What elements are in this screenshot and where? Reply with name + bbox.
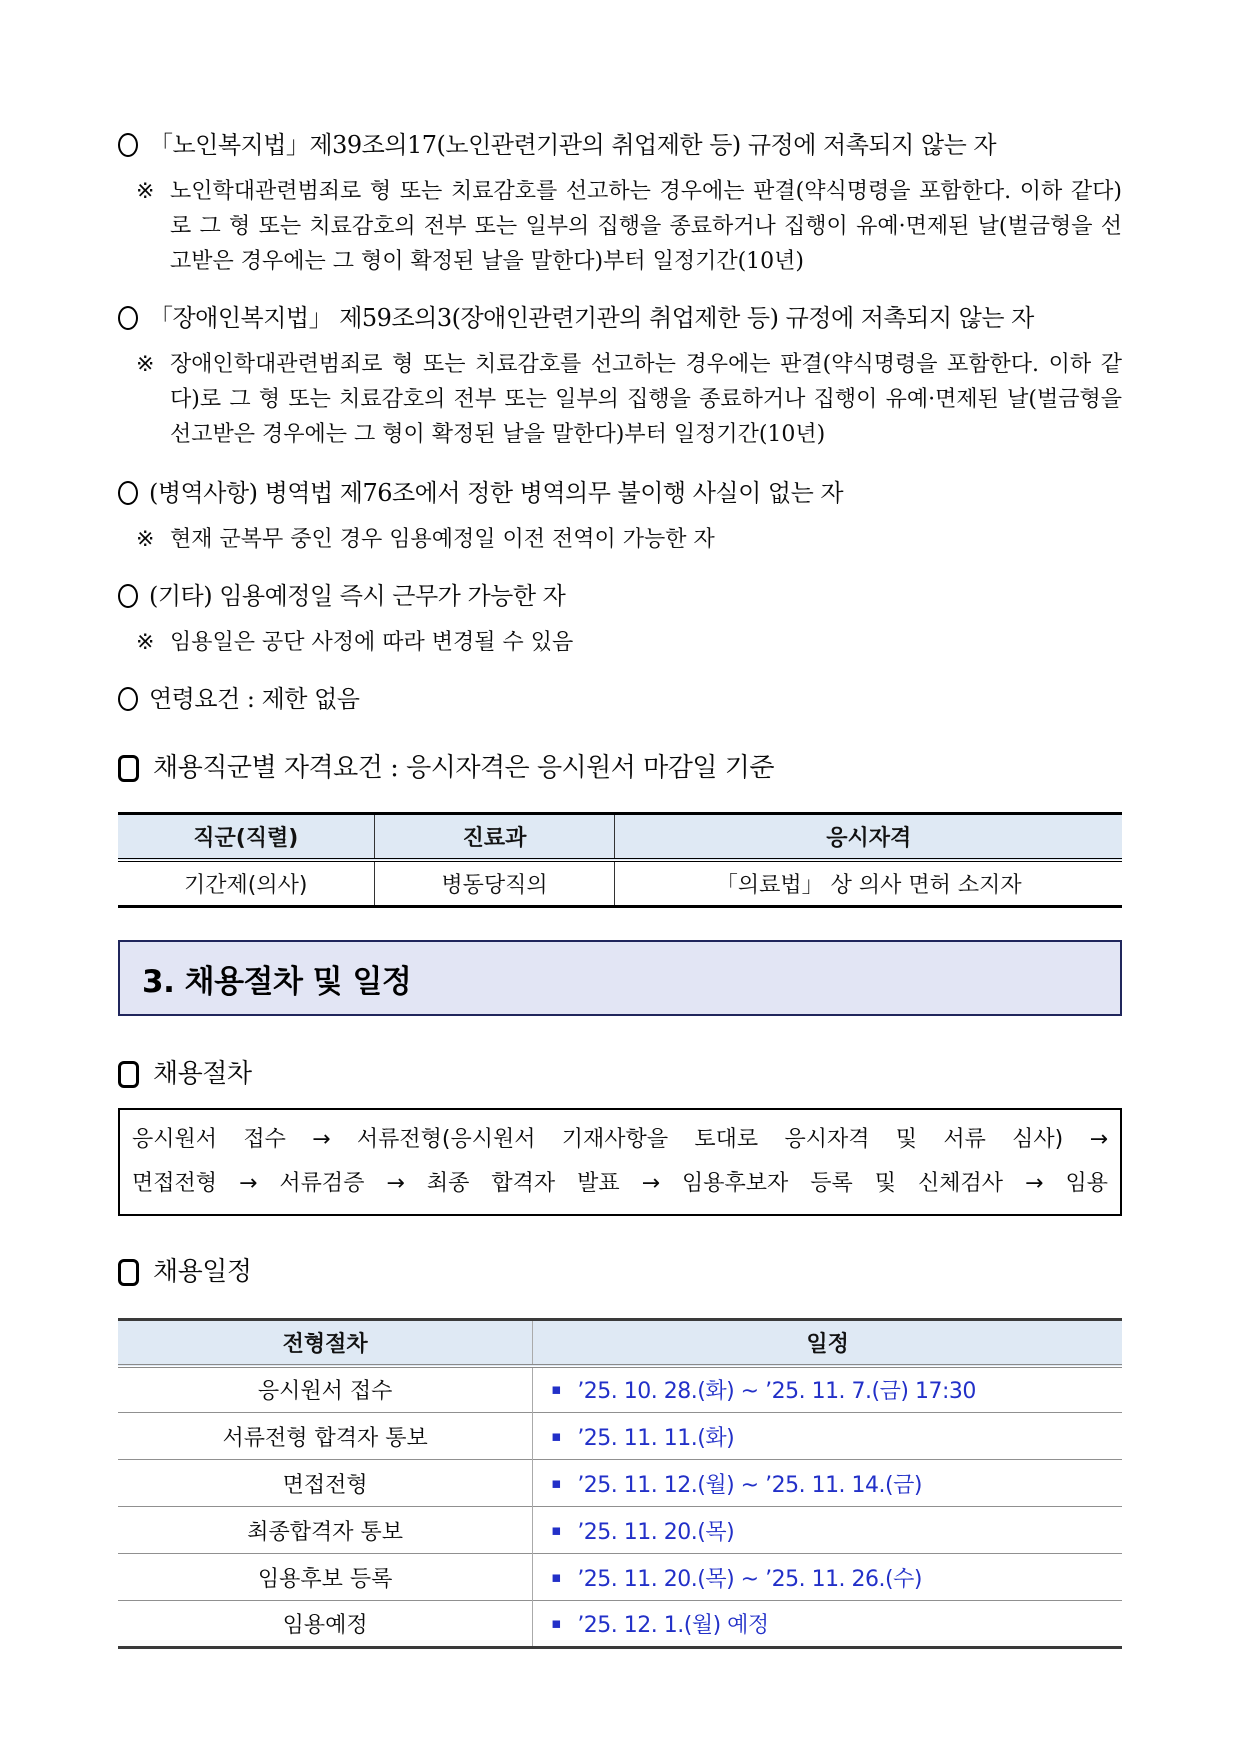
schedule-table bbox=[118, 1318, 1122, 1649]
requirement-item-etc bbox=[118, 577, 1122, 660]
schedule-step: 임용후보 등록 bbox=[118, 1554, 533, 1601]
col-header-step: 전형절차 bbox=[118, 1320, 533, 1366]
schedule-step: 서류전형 합격자 통보 bbox=[118, 1413, 533, 1460]
square-dot-icon: ▪ bbox=[551, 1426, 562, 1445]
requirement-title bbox=[118, 474, 1122, 512]
square-dot-icon: ▪ bbox=[551, 1614, 562, 1632]
section-3-title: 3. 채용절차 및 일정 bbox=[142, 963, 412, 1000]
circle-bullet-icon bbox=[118, 306, 138, 330]
col-header-department: 진료과 bbox=[374, 814, 615, 860]
cell-eligibility: 「의료법」 상 의사 면허 소지자 bbox=[615, 860, 1122, 907]
reference-mark-icon: ※ bbox=[136, 630, 155, 655]
requirement-title-text: (기타) 임용예정일 즉시 근무가 가능한 자 bbox=[149, 582, 566, 610]
col-header-job-group: 직군(직렬) bbox=[118, 814, 374, 860]
requirement-title bbox=[118, 299, 1122, 337]
schedule-date: ’25. 12. 1.(월) 예정 bbox=[577, 1613, 769, 1638]
cell-department: 병동당직의 bbox=[374, 860, 615, 907]
requirement-note-text: 현재 군복무 중인 경우 임용예정일 이전 전역이 가능한 자 bbox=[170, 527, 715, 552]
schedule-row-final-pass bbox=[118, 1507, 1122, 1554]
schedule-step: 임용예정 bbox=[118, 1601, 533, 1648]
requirement-note-text: 임용일은 공단 사정에 따라 변경될 수 있음 bbox=[170, 630, 574, 655]
schedule-date-cell bbox=[533, 1601, 1122, 1648]
requirement-note bbox=[136, 522, 1122, 557]
requirement-note bbox=[136, 347, 1122, 452]
procedure-heading-text: 채용절차 bbox=[153, 1059, 252, 1089]
schedule-step: 최종합격자 통보 bbox=[118, 1507, 533, 1554]
requirement-note bbox=[136, 174, 1122, 279]
procedure-flow-box bbox=[118, 1108, 1122, 1216]
circle-bullet-icon bbox=[118, 687, 138, 711]
procedure-heading bbox=[118, 1054, 1122, 1094]
schedule-row-doc-pass bbox=[118, 1413, 1122, 1460]
square-dot-icon: ▪ bbox=[551, 1473, 562, 1492]
requirement-item-age bbox=[118, 680, 1122, 718]
reference-mark-icon: ※ bbox=[136, 352, 155, 377]
square-bullet-icon bbox=[118, 755, 139, 782]
qualification-heading-text: 채용직군별 자격요건 : 응시자격은 응시원서 마감일 기준 bbox=[153, 753, 775, 783]
requirement-note-text: 장애인학대관련범죄로 형 또는 치료감호를 선고하는 경우에는 판결(약식명령을 포함한다. 이하 같다)로 그 형 또는 치료감호의 전부 또는 일부의 집행을 종료하거나 집행이 유예·면제된 날(벌금형을 선고받은 경우에는 그 형이 확정된 날을 말한다)부터 일정기간(10년) bbox=[170, 352, 1122, 447]
schedule-date-cell bbox=[533, 1366, 1122, 1413]
reference-mark-icon: ※ bbox=[136, 179, 155, 204]
col-header-date: 일정 bbox=[533, 1320, 1122, 1366]
circle-bullet-icon bbox=[118, 133, 138, 157]
schedule-row-candidate-register bbox=[118, 1554, 1122, 1601]
section-3-banner bbox=[118, 940, 1122, 1016]
requirement-note-text: 노인학대관련범죄로 형 또는 치료감호를 선고하는 경우에는 판결(약식명령을 포함한다. 이하 같다)로 그 형 또는 치료감호의 전부 또는 일부의 집행을 종료하거나 집행이 유예·면제된 날(벌금형을 선고받은 경우에는 그 형이 확정된 날을 말한다)부터 일정기간(10년) bbox=[170, 179, 1122, 274]
requirement-title-text: 「장애인복지법」 제59조의3(장애인관련기관의 취업제한 등) 규정에 저촉되지 않는 자 bbox=[149, 304, 1034, 332]
requirement-item-disabled-welfare bbox=[118, 299, 1122, 452]
schedule-row-interview bbox=[118, 1460, 1122, 1507]
cell-job-group: 기간제(의사) bbox=[184, 872, 308, 898]
qualification-heading bbox=[118, 748, 1122, 788]
reference-mark-icon: ※ bbox=[136, 527, 155, 552]
schedule-step: 응시원서 접수 bbox=[118, 1366, 533, 1413]
qualification-table-row bbox=[118, 860, 1122, 907]
circle-bullet-icon bbox=[118, 584, 138, 608]
requirement-title-text: 「노인복지법」제39조의17(노인관련기관의 취업제한 등) 규정에 저촉되지 않는 자 bbox=[149, 131, 997, 159]
schedule-row-apply bbox=[118, 1366, 1122, 1413]
procedure-flow-line-1: 응시원서 접수 → 서류전형(응시원서 기재사항을 토대로 응시자격 및 서류 심사) → bbox=[132, 1127, 1108, 1152]
schedule-date-cell bbox=[533, 1413, 1122, 1460]
requirement-item-military bbox=[118, 474, 1122, 557]
circle-bullet-icon bbox=[118, 481, 138, 505]
square-bullet-icon bbox=[118, 1061, 139, 1088]
schedule-row-appointment bbox=[118, 1601, 1122, 1648]
requirement-title bbox=[118, 577, 1122, 615]
square-dot-icon: ▪ bbox=[551, 1520, 562, 1539]
schedule-date: ’25. 11. 20.(목) ~ ’25. 11. 26.(수) bbox=[577, 1566, 922, 1592]
schedule-date: ’25. 11. 11.(화) bbox=[577, 1425, 735, 1451]
schedule-heading-text: 채용일정 bbox=[153, 1257, 252, 1287]
square-bullet-icon bbox=[118, 1259, 139, 1286]
square-dot-icon: ▪ bbox=[551, 1567, 562, 1586]
schedule-date: ’25. 10. 28.(화) ~ ’25. 11. 7.(금) 17:30 bbox=[577, 1379, 976, 1405]
qualification-table-header-row bbox=[118, 814, 1122, 860]
requirement-item-elder-welfare bbox=[118, 126, 1122, 279]
requirement-note bbox=[136, 625, 1122, 660]
schedule-date: ’25. 11. 12.(월) ~ ’25. 11. 14.(금) bbox=[577, 1472, 922, 1498]
schedule-table-header-row bbox=[118, 1320, 1122, 1366]
schedule-date-cell bbox=[533, 1507, 1122, 1554]
qualification-table bbox=[118, 812, 1122, 908]
schedule-date: ’25. 11. 20.(목) bbox=[577, 1519, 735, 1545]
requirement-title bbox=[118, 680, 1122, 718]
schedule-heading bbox=[118, 1252, 1122, 1292]
schedule-step: 면접전형 bbox=[118, 1460, 533, 1507]
schedule-date-cell bbox=[533, 1554, 1122, 1601]
procedure-flow-line-2: 면접전형 → 서류검증 → 최종 합격자 발표 → 임용후보자 등록 및 신체검사 → 임용 bbox=[132, 1171, 1108, 1196]
requirement-title bbox=[118, 126, 1122, 164]
schedule-date-cell bbox=[533, 1460, 1122, 1507]
col-header-eligibility: 응시자격 bbox=[615, 814, 1122, 860]
requirement-title-text: (병역사항) 병역법 제76조에서 정한 병역의무 불이행 사실이 없는 자 bbox=[149, 479, 844, 507]
requirement-title-text: 연령요건 : 제한 없음 bbox=[149, 685, 360, 713]
square-dot-icon: ▪ bbox=[551, 1380, 562, 1399]
